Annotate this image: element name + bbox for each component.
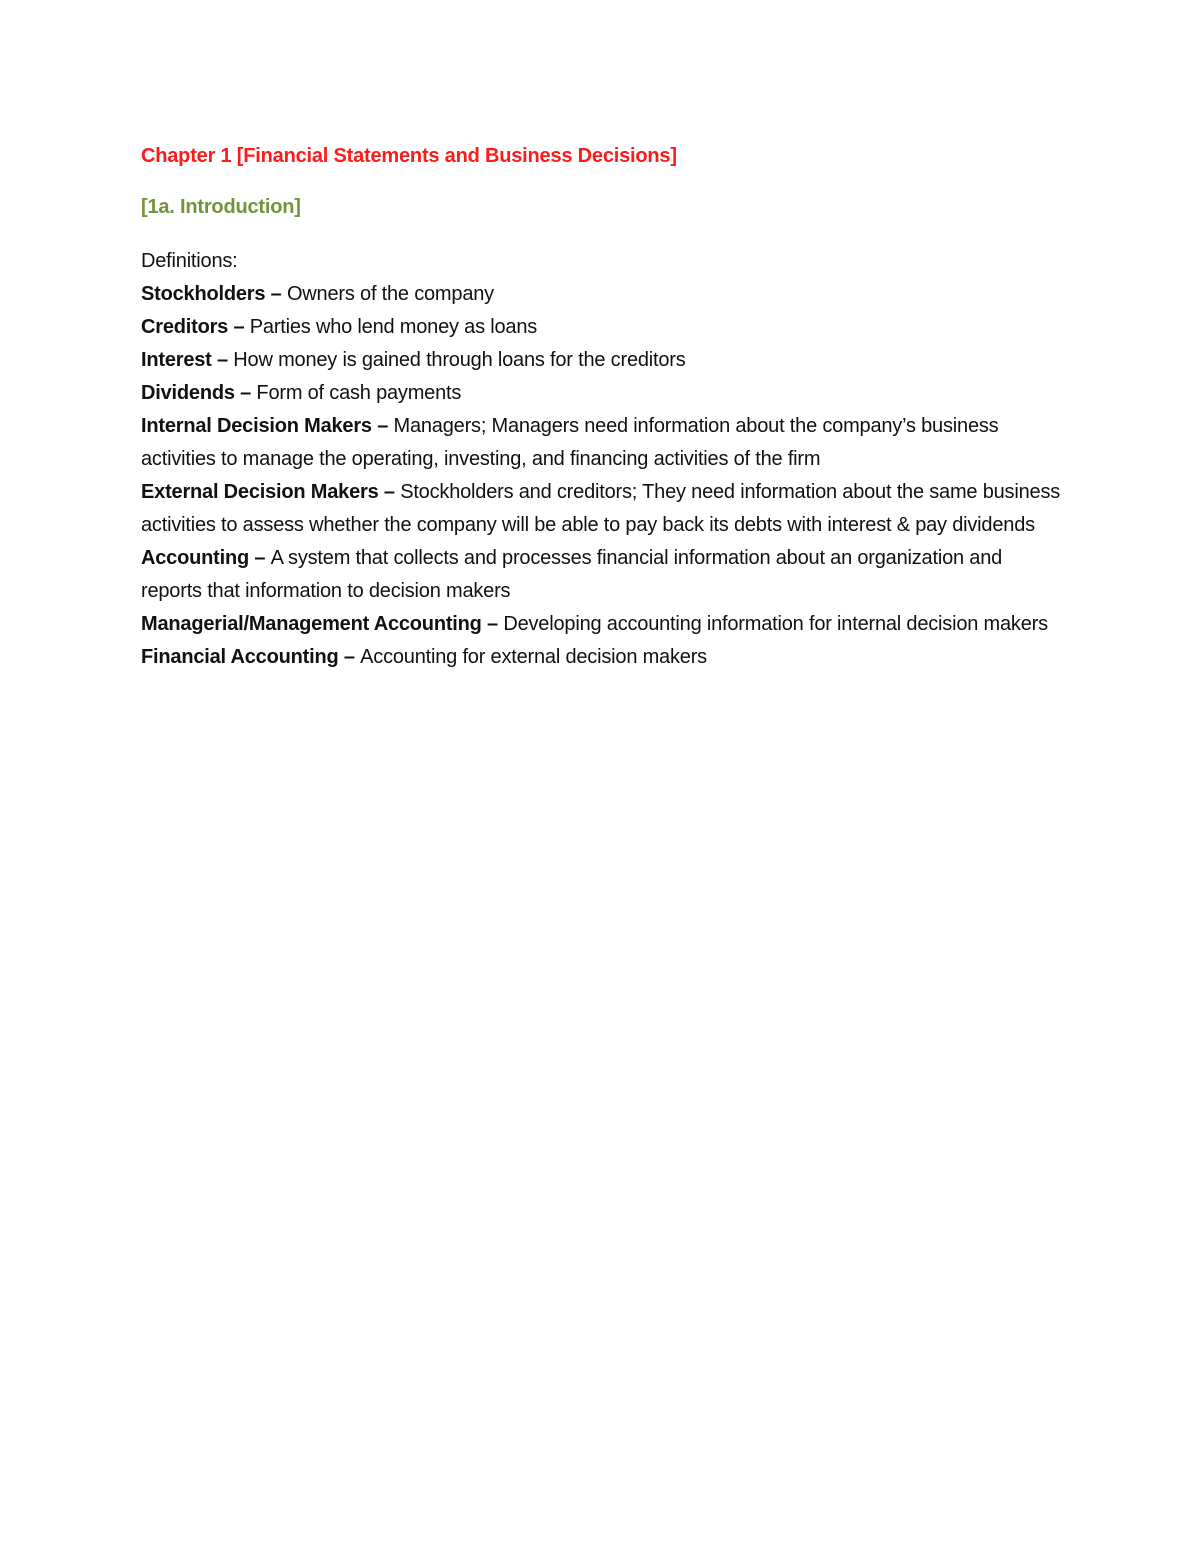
definition-separator: – — [371, 415, 394, 437]
definition-separator: – — [249, 547, 271, 569]
definition-term: External Decision Makers — [141, 481, 379, 503]
definition-term: Dividends — [141, 382, 235, 404]
definition-item — [141, 410, 1061, 476]
definition-separator: – — [234, 382, 257, 404]
definition-term: Financial Accounting — [141, 646, 339, 668]
definition-separator: – — [228, 316, 250, 338]
definition-text: Owners of the company — [286, 283, 494, 305]
definition-item — [141, 476, 1061, 542]
definition-text: A system that collects and processes financial information about an organization and reports that information to decision makers — [141, 547, 1003, 602]
definition-item — [141, 278, 1061, 311]
definition-item — [141, 377, 1061, 410]
definition-separator: – — [265, 283, 287, 305]
definition-item — [141, 311, 1061, 344]
definition-term: Interest — [141, 349, 212, 371]
definition-text: Developing accounting information for internal decision makers — [503, 613, 1048, 635]
definition-text: Accounting for external decision makers — [360, 646, 707, 668]
definition-item — [141, 641, 1061, 674]
definition-term: Creditors — [141, 316, 229, 338]
definition-text: Form of cash payments — [256, 382, 462, 404]
definitions-heading: Definitions: — [141, 250, 238, 272]
definition-text: Parties who lend money as loans — [249, 316, 538, 338]
definition-term: Managerial/Management Accounting — [141, 613, 482, 635]
definition-text: Stockholders and creditors; They need information about the same business activities to assess whether the company will be able to pay back its debts with interest & pay dividends — [141, 481, 1061, 536]
definition-item — [141, 608, 1061, 641]
definition-item — [141, 344, 1061, 377]
section-title: [1a. Introduction] — [141, 196, 301, 218]
definition-text: How money is gained through loans for the creditors — [233, 349, 686, 371]
chapter-title: Chapter 1 [Financial Statements and Business Decisions] — [141, 145, 677, 167]
definition-separator: – — [378, 481, 401, 503]
definition-separator: – — [481, 613, 504, 635]
definition-separator: – — [211, 349, 234, 371]
definition-term: Accounting — [141, 547, 249, 569]
definition-term: Internal Decision Makers — [141, 415, 372, 437]
definitions-list — [141, 278, 1061, 674]
definition-text: Managers; Managers need information about the company’s business activities to manage the operating, investing, and financing activities of the firm — [141, 415, 999, 470]
definition-separator: – — [338, 646, 361, 668]
definition-item — [141, 542, 1061, 608]
definition-term: Stockholders — [141, 283, 266, 305]
document-content — [141, 140, 1061, 674]
